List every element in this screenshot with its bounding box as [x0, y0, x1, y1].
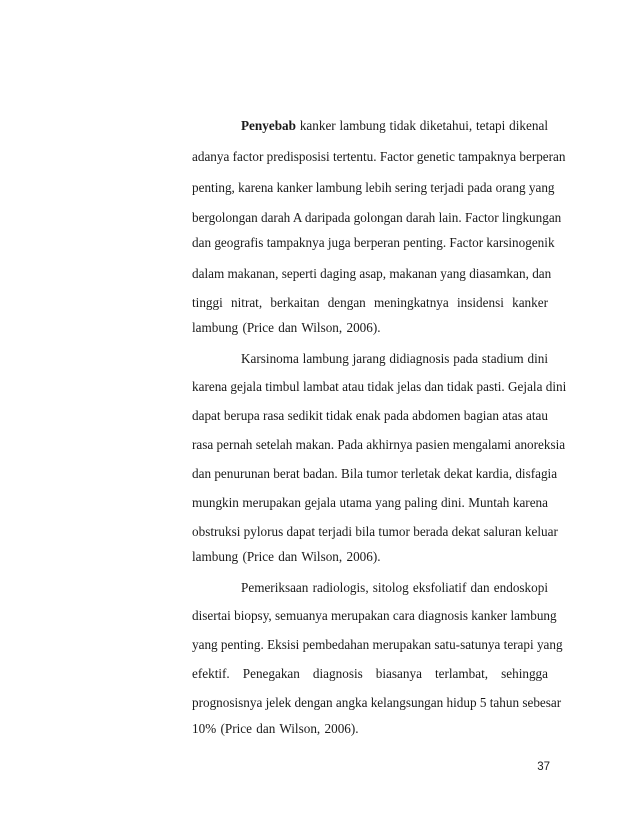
text-line: penting, karena kanker lambung lebih sering terjadi pada orang yang [192, 180, 555, 195]
text-line: disertai biopsy, semuanya merupakan cara diagnosis kanker lambung [192, 608, 557, 623]
page-number: 37 [537, 761, 550, 773]
text-line: yang penting. Eksisi pembedahan merupakan satu-satunya terapi yang [192, 637, 563, 652]
text-line: prognosisnya jelek dengan angka kelangsungan hidup 5 tahun sebesar [192, 695, 562, 710]
text-line: dan geografis tampaknya juga berperan penting. Factor karsinogenik [192, 235, 555, 250]
text-line: Pemeriksaan radiologis, sitolog eksfoliatif dan endoskopi [241, 580, 548, 595]
text-line: efektif. Penegakan diagnosis biasanya terlambat, sehingga [192, 666, 548, 681]
text-line: tinggi nitrat, berkaitan dengan meningkatnya insidensi kanker [192, 295, 548, 310]
text-line: lambung (Price dan Wilson, 2006). [192, 320, 381, 335]
text-line: karena gejala timbul lambat atau tidak jelas dan tidak pasti. Gejala dini [192, 379, 567, 394]
text-line: 10% (Price dan Wilson, 2006). [192, 721, 359, 736]
text-line: rasa pernah setelah makan. Pada akhirnya pasien mengalami anoreksia [192, 437, 566, 452]
text-line: dapat berupa rasa sedikit tidak enak pada abdomen bagian atas atau [192, 408, 548, 423]
text-line: bergolongan darah A daripada golongan darah lain. Factor lingkungan [192, 210, 562, 225]
text-line: Karsinoma lambung jarang didiagnosis pada stadium dini [241, 351, 548, 366]
text-line: dan penurunan berat badan. Bila tumor terletak dekat kardia, disfagia [192, 466, 558, 481]
bold-term: Penyebab [241, 118, 296, 133]
text-line: mungkin merupakan gejala utama yang paling dini. Muntah karena [192, 495, 548, 510]
text-line [241, 118, 548, 134]
text-line: obstruksi pylorus dapat terjadi bila tumor berada dekat saluran keluar [192, 524, 558, 539]
text-line: dalam makanan, seperti daging asap, makanan yang diasamkan, dan [192, 266, 552, 281]
line-text: kanker lambung tidak diketahui, tetapi dikenal [295, 118, 548, 133]
text-line: adanya factor predisposisi tertentu. Factor genetic tampaknya berperan [192, 149, 566, 164]
text-line: lambung (Price dan Wilson, 2006). [192, 549, 381, 564]
